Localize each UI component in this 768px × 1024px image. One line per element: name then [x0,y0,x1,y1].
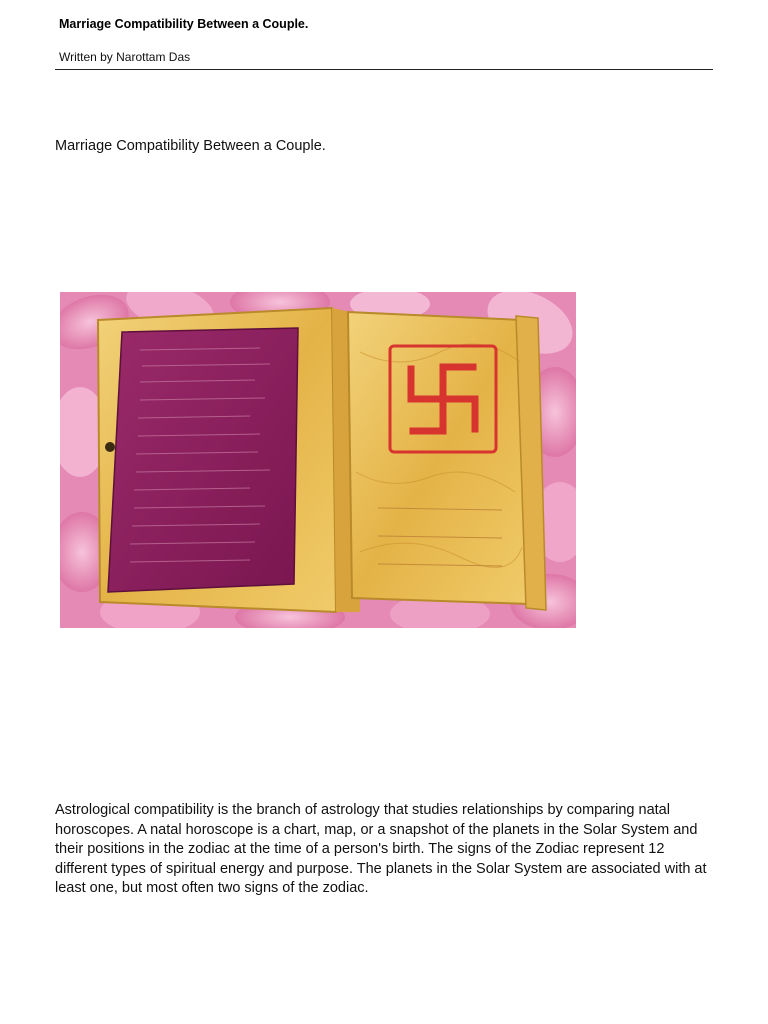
header-title: Marriage Compatibility Between a Couple. [59,17,309,31]
folder-right-cover [332,308,546,612]
header-author: Written by Narottam Das [59,50,191,64]
folder-left-cover [98,308,336,612]
document-title: Marriage Compatibility Between a Couple. [55,138,326,154]
body-paragraph: Astrological compatibility is the branch of astrology that studies relationships by comparing natal horoscopes. A natal horoscope is a chart, map, or a snapshot of the planets in the Solar System and their positions in the zodiac at the time of a person's birth. The signs of the Zodiac represent 12 different types of spiritual energy and purpose. The planets in the Solar System are associated with at least one, but most often two signs of the zodiac. [55,802,707,896]
horoscope-folder-image [60,292,576,628]
header-divider [55,69,713,70]
